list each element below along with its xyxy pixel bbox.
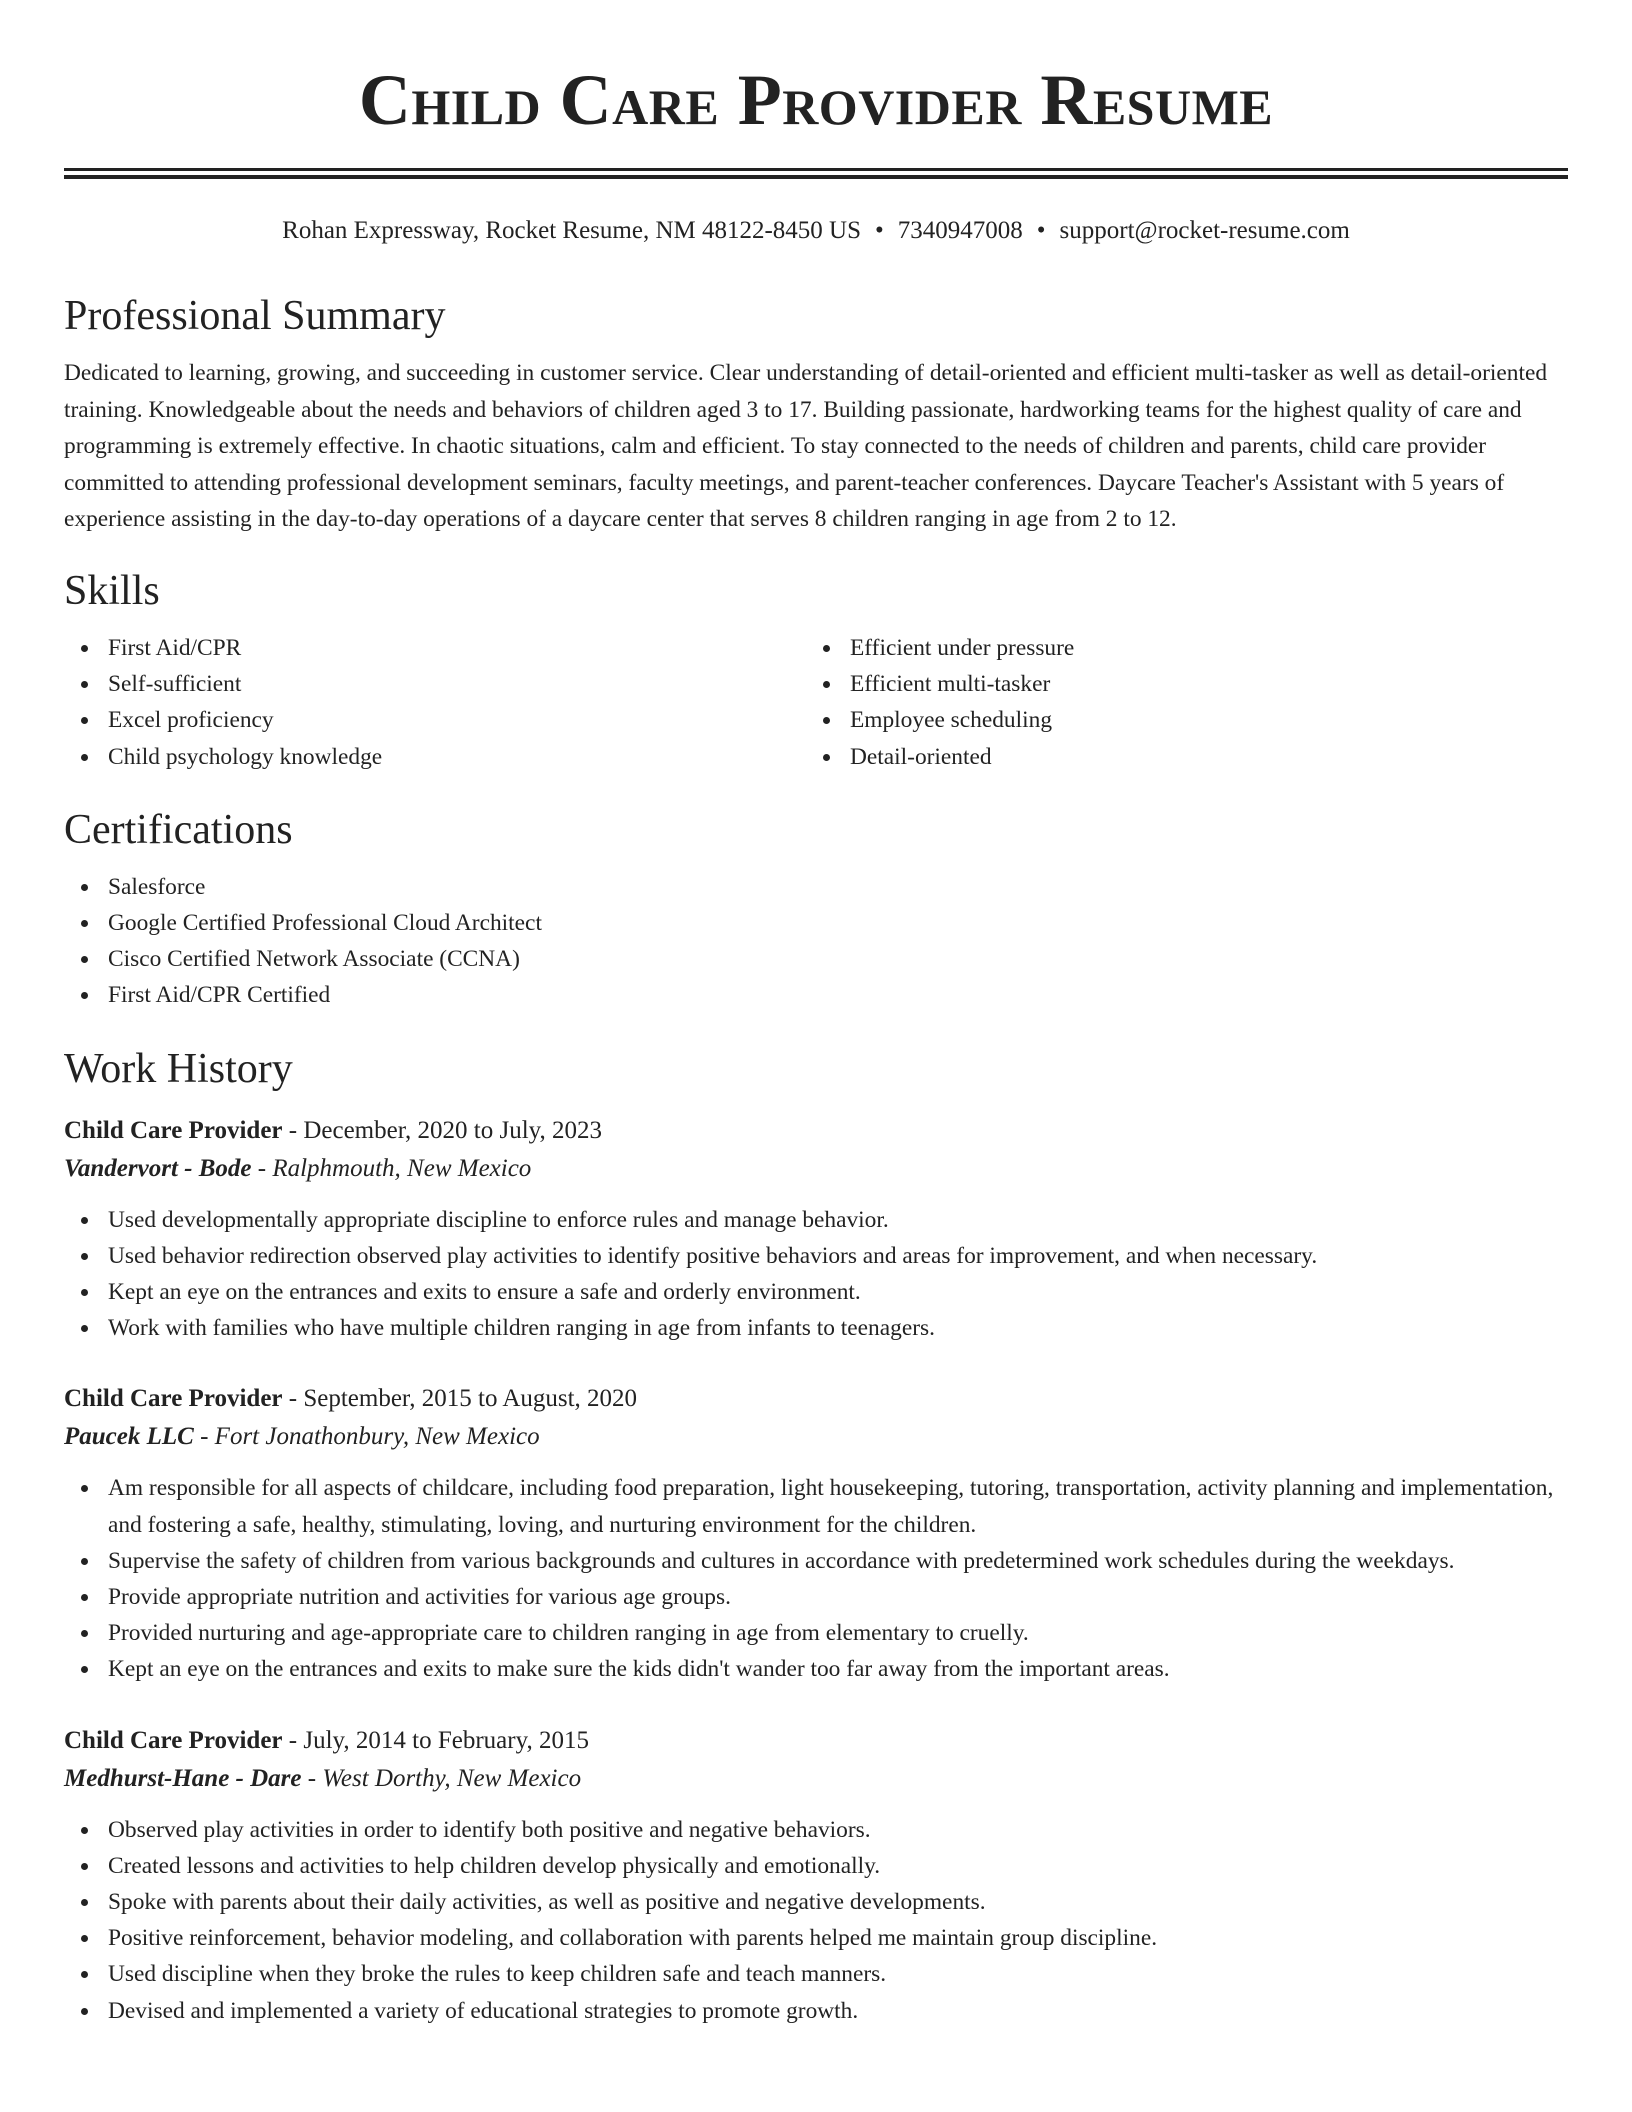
certifications-heading: Certifications — [64, 806, 293, 853]
job-bullet: Used behavior redirection observed play activities to identify positive behaviors and areas for improvement, and when necessary. — [64, 1238, 1568, 1274]
job-bullet: Kept an eye on the entrances and exits to make sure the kids didn't wander too far away from the important areas. — [64, 1651, 1568, 1687]
job-title: Child Care Provider — [64, 1116, 283, 1144]
job-bullets — [64, 1470, 1568, 1687]
certification-item: Cisco Certified Network Associate (CCNA) — [64, 941, 1568, 977]
job-bullet: Observed play activities in order to identify both positive and negative behaviors. — [64, 1812, 1568, 1848]
job-dash: - — [193, 1423, 215, 1451]
job-bullet: Kept an eye on the entrances and exits to ensure a safe and orderly environment. — [64, 1274, 1568, 1310]
skills-right-column — [806, 630, 1548, 775]
job-title: Child Care Provider — [64, 1385, 283, 1413]
certifications-list — [64, 869, 1568, 1014]
job-entry — [64, 1380, 1568, 1687]
page-title: Child Care Provider Resume — [358, 60, 1274, 140]
job-location: West Dorthy, New Mexico — [322, 1764, 582, 1792]
job-bullet: Positive reinforcement, behavior modeling, and collaboration with parents helped me maintain group discipline. — [64, 1920, 1568, 1956]
summary-text: Dedicated to learning, growing, and succeeding in customer service. Clear understanding of detail-oriented and efficient multi-tasker as well as detail-oriented training. Knowledgeable about the needs and behaviors of children aged 3 to 17. Building passionate, hardworking teams for the highest quality of care and programming is extremely effective. In chaotic situations, calm and efficient. To stay connected to the needs of children and parents, child care provider committed to attending professional development seminars, faculty meetings, and parent-teacher conferences. Daycare Teacher's Assistant with 5 years of experience assisting in the day-to-day operations of a daycare center that serves 8 children ranging in age from 2 to 12. — [64, 360, 1548, 533]
job-bullets — [64, 1812, 1568, 2029]
job-entry — [64, 1722, 1568, 2029]
skill-item: Child psychology knowledge — [64, 739, 806, 775]
skill-item: Detail-oriented — [806, 739, 1548, 775]
skills-left-column — [64, 630, 806, 775]
job-employer: Medhurst-Hane - Dare — [64, 1764, 302, 1792]
job-bullet: Used discipline when they broke the rules to keep children safe and teach manners. — [64, 1956, 1568, 1992]
job-employer: Vandervort - Bode — [64, 1154, 252, 1182]
contact-address: Rohan Expressway, Rocket Resume, NM 48122-8450 US — [282, 217, 862, 244]
job-bullets — [64, 1202, 1568, 1347]
skill-item: Self-sufficient — [64, 666, 806, 702]
job-dash: - — [251, 1154, 273, 1182]
summary-heading: Professional Summary — [64, 293, 446, 339]
job-bullet: Devised and implemented a variety of educational strategies to promote growth. — [64, 1993, 1568, 2029]
job-entry — [64, 1112, 1568, 1347]
skills-heading: Skills — [64, 567, 160, 614]
job-header — [64, 1112, 1568, 1150]
certification-item: Salesforce — [64, 869, 1568, 905]
job-employer-line — [64, 1418, 1568, 1456]
job-bullet: Spoke with parents about their daily activities, as well as positive and negative developments. — [64, 1884, 1568, 1920]
job-bullet: Provided nurturing and age-appropriate care to children ranging in age from elementary to cruelly. — [64, 1615, 1568, 1651]
job-dash: - — [301, 1764, 323, 1792]
skill-item: Employee scheduling — [806, 702, 1548, 738]
certification-item: Google Certified Professional Cloud Architect — [64, 905, 1568, 941]
contact-phone: 7340947008 — [897, 217, 1023, 244]
job-dash: - — [282, 1726, 304, 1754]
contact-email: support@rocket-resume.com — [1059, 217, 1350, 244]
job-location: Ralphmouth, New Mexico — [272, 1154, 532, 1182]
job-dash: - — [282, 1116, 304, 1144]
skills-grid — [64, 630, 1568, 775]
job-bullet: Am responsible for all aspects of childcare, including food preparation, light housekeeping, tutoring, transportation, activity planning and implementation, and fostering a safe, healthy, stimulating, loving, and nurturing environment for the children. — [64, 1470, 1568, 1542]
job-employer-line — [64, 1760, 1568, 1798]
job-header — [64, 1380, 1568, 1418]
job-dates: July, 2014 to February, 2015 — [303, 1726, 589, 1754]
job-bullet: Used developmentally appropriate discipline to enforce rules and manage behavior. — [64, 1202, 1568, 1238]
job-header — [64, 1722, 1568, 1760]
contact-separator: • — [875, 217, 884, 244]
skill-item: Efficient under pressure — [806, 630, 1548, 666]
job-bullet: Work with families who have multiple children ranging in age from infants to teenagers. — [64, 1310, 1568, 1346]
job-dates: September, 2015 to August, 2020 — [303, 1385, 638, 1413]
certification-item: First Aid/CPR Certified — [64, 977, 1568, 1013]
contact-line — [64, 215, 1568, 247]
job-bullet: Supervise the safety of children from various backgrounds and cultures in accordance with predetermined work schedules during the weekdays. — [64, 1543, 1568, 1579]
skill-item: Efficient multi-tasker — [806, 666, 1548, 702]
work-history-heading: Work History — [64, 1045, 293, 1092]
job-bullet: Provide appropriate nutrition and activities for various age groups. — [64, 1579, 1568, 1615]
job-employer: Paucek LLC — [64, 1423, 194, 1451]
job-title: Child Care Provider — [64, 1726, 283, 1754]
job-dash: - — [282, 1385, 304, 1413]
job-employer-line — [64, 1150, 1568, 1188]
skill-item: First Aid/CPR — [64, 630, 806, 666]
job-location: Fort Jonathonbury, New Mexico — [214, 1423, 540, 1451]
contact-separator: • — [1036, 217, 1046, 244]
job-dates: December, 2020 to July, 2023 — [303, 1116, 603, 1144]
job-bullet: Created lessons and activities to help children develop physically and emotionally. — [64, 1848, 1568, 1884]
skill-item: Excel proficiency — [64, 702, 806, 738]
title-divider — [64, 168, 1568, 179]
